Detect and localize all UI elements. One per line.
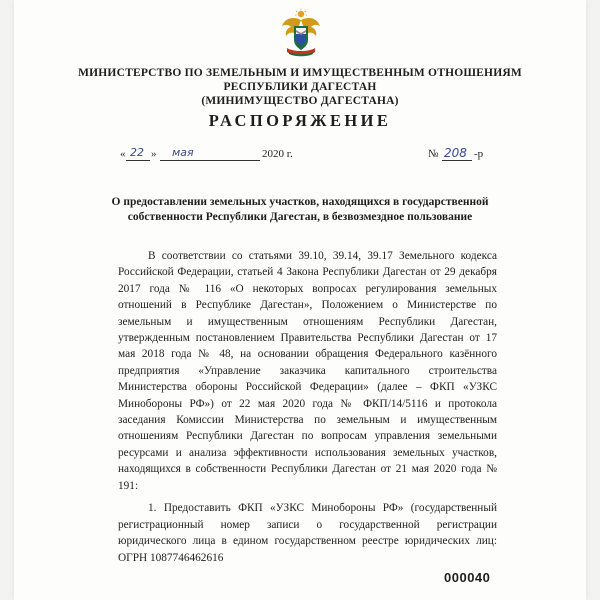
date-year: 2020 г. [262,148,293,160]
date-quote-close: » [151,148,157,160]
clause-1-paragraph: 1. Предоставить ФКП «УЗКС Минобороны РФ» (государственный регистрационный номер записи о государственной регистрации юридического лица в едином государственном реестре юридических лиц: ОГРН 1087746462616 [118,502,497,564]
document-type-heading: РАСПОРЯЖЕНИЕ [208,111,392,130]
date-day: 22 [130,146,144,159]
dagestan-coat-of-arms-icon [279,8,323,60]
date-month: мая [172,146,194,159]
number-value: 208 [444,146,467,160]
ministry-name-line2: РЕСПУБЛИКИ ДАГЕСТАН [223,81,377,93]
ministry-name-line1: МИНИСТЕРСТВО ПО ЗЕМЕЛЬНЫМ И ИМУЩЕСТВЕННЫМ ОТНОШЕНИЯМ [78,67,522,79]
date-quote-open: « [120,148,126,160]
ministry-name-line3: (МИНИМУЩЕСТВО ДАГЕСТАНА) [201,95,399,107]
document-date [120,148,296,164]
number-suffix: -р [474,148,484,160]
document-number [428,148,498,164]
serial-number: 000040 [444,570,491,585]
number-prefix: № [428,148,439,160]
preamble-paragraph: В соответствии со статьями 39.10, 39.14, 39.17 Земельного кодекса Российской Федерации, статьей 4 Закона Республики Дагестан от 29 декабря 2017 года № 116 «О некоторых вопросах регулирования земельных отношений в Республике Дагестан», Положением о Министерстве по земельным и имущественным отношениям Республики Дагестан, утвержденным постановлением Правительства Республики Дагестан от 17 мая 2018 года № 48, на основании обращения Федерального казённого предприятия «Управление заказчика капитального строительства Министерства обороны Российской Федерации» (далее – ФКП «УЗКС Минобороны РФ») от 22 мая 2020 года № ФКП/14/5116 и протокола заседания Комиссии Министерства по земельным и имущественным отношениям Республики Дагестан по вопросам управления земельными ресурсами и анализа эффективности использования земельных участков, находящихся в собственности Республики Дагестан от 21 мая 2020 года № 191: [118,250,497,492]
document-title: О предоставлении земельных участков, находящихся в государственной собственности Республики Дагестан, в безвозмездное пользование [111,196,489,223]
